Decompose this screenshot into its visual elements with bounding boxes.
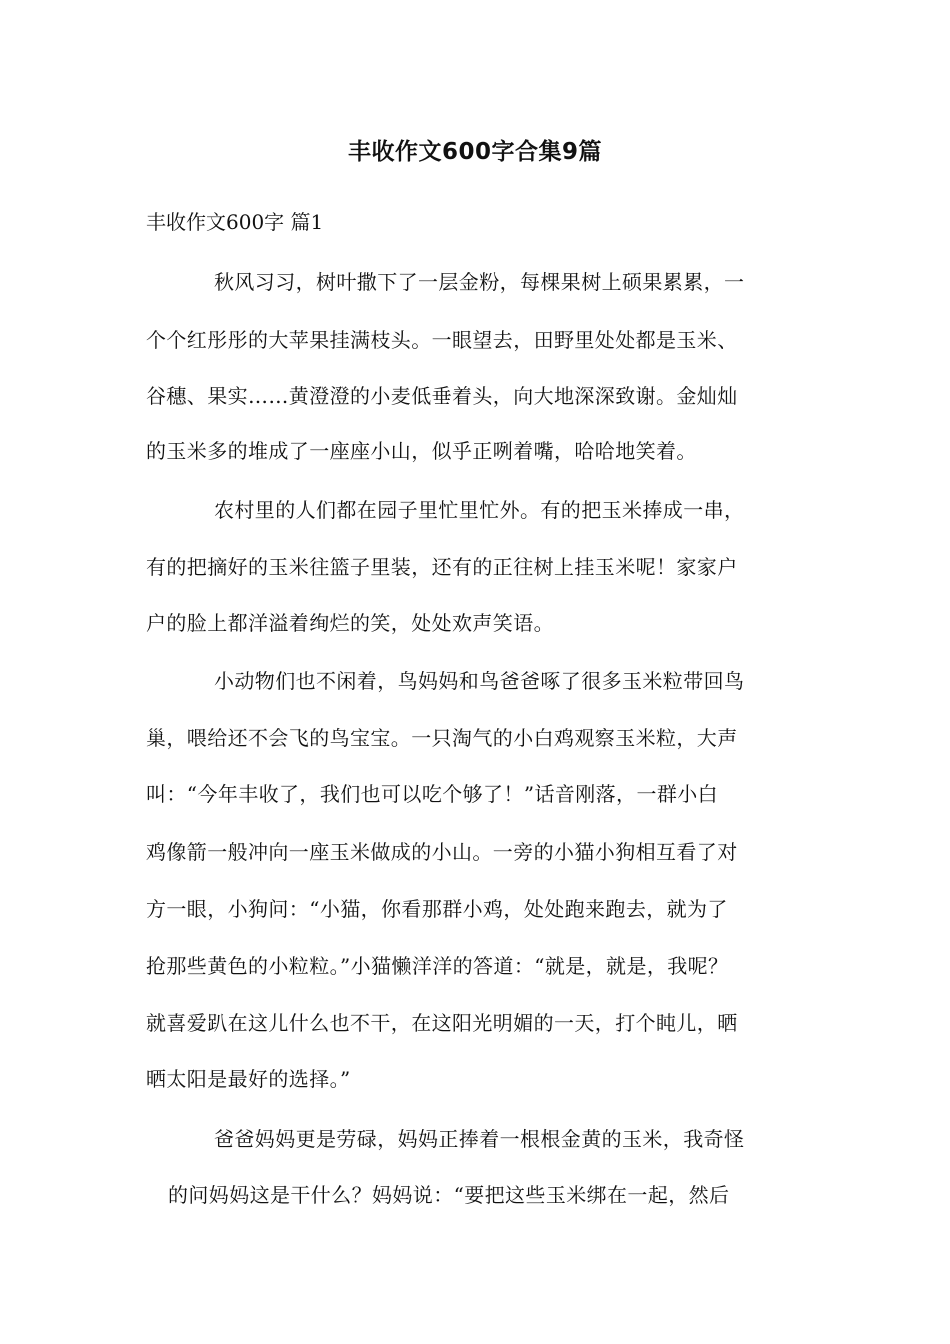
paragraph-line: 方一眼，小狗问：“小猫，你看那群小鸡，处处跑来跑去，就为了: [146, 897, 728, 921]
paragraph-line: 有的把摘好的玉米往篮子里装，还有的正往树上挂玉米呢！家家户: [146, 555, 738, 579]
paragraph-line: 就喜爱趴在这儿什么也不干，在这阳光明媚的一天，打个盹儿，晒: [146, 1011, 738, 1035]
paragraph-line: 叫：“今年丰收了，我们也可以吃个够了！”话音刚落，一群小白: [146, 782, 719, 806]
section-heading: 丰收作文600字 篇1: [146, 210, 324, 234]
paragraph-line: 农村里的人们都在园子里忙里忙外。有的把玉米捧成一串，: [214, 498, 745, 522]
paragraph-line: 谷穗、果实……黄澄澄的小麦低垂着头，向大地深深致谢。金灿灿: [146, 384, 738, 408]
paragraph-line: 户的脸上都洋溢着绚烂的笑，处处欢声笑语。: [146, 611, 554, 635]
paragraph-line: 个个红彤彤的大苹果挂满枝头。一眼望去，田野里处处都是玉米、: [146, 328, 738, 352]
document-title: 丰收作文600字合集9篇: [347, 139, 602, 165]
paragraph-line: 鸡像箭一般冲向一座玉米做成的小山。一旁的小猫小狗相互看了对: [146, 840, 738, 864]
paragraph-line: 巢，喂给还不会飞的鸟宝宝。一只淘气的小白鸡观察玉米粒，大声: [146, 726, 738, 750]
paragraph-line: 的玉米多的堆成了一座座小山，似乎正咧着嘴，哈哈地笑着。: [146, 439, 697, 463]
paragraph-line: 抢那些黄色的小粒粒。”小猫懒洋洋的答道：“就是，就是，我呢？: [146, 954, 729, 978]
paragraph-line: 小动物们也不闲着，鸟妈妈和鸟爸爸啄了很多玉米粒带回鸟: [214, 669, 745, 693]
paragraph-line: 秋风习习，树叶撒下了一层金粉，每棵果树上硕果累累，一: [214, 270, 745, 294]
paragraph-line: 晒太阳是最好的选择。”: [146, 1067, 351, 1091]
paragraph-line: 爸爸妈妈更是劳碌，妈妈正捧着一根根金黄的玉米，我奇怪: [214, 1127, 745, 1151]
paragraph-line: 的问妈妈这是干什么？妈妈说：“要把这些玉米绑在一起，然后: [168, 1183, 730, 1207]
